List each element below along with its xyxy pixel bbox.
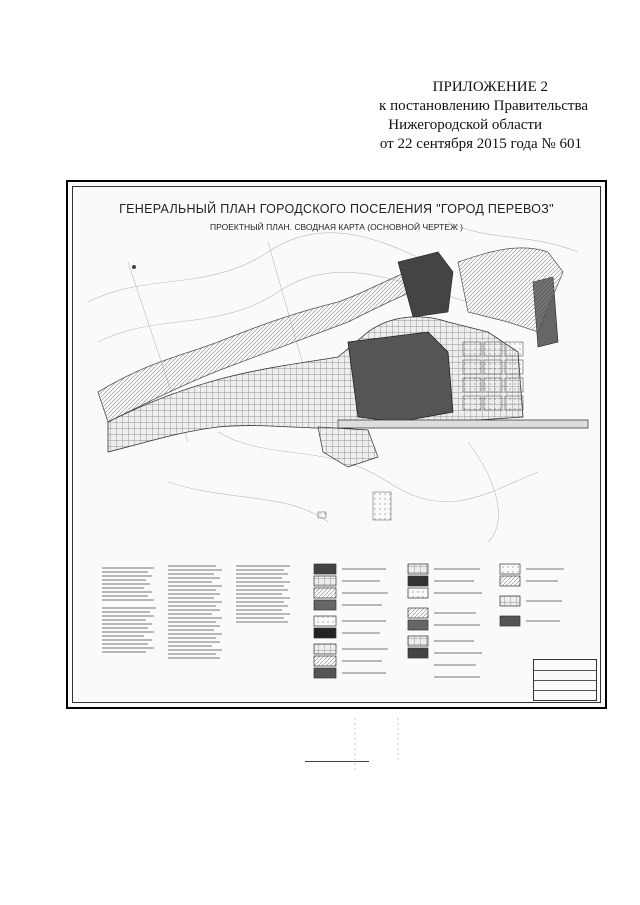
map-title: ГЕНЕРАЛЬНЫЙ ПЛАН ГОРОДСКОГО ПОСЕЛЕНИЯ "ГОРОД ПЕРЕВОЗ" [119,202,554,216]
resolution-reference: к постановлению Правительства [379,98,588,114]
map-subtitle: ПРОЕКТНЫЙ ПЛАН. СВОДНАЯ КАРТА (ОСНОВНОЙ ЧЕРТЕЖ ) [210,222,463,232]
region-name: Нижегородской области [388,117,542,133]
appendix-number: ПРИЛОЖЕНИЕ 2 [432,79,548,95]
resolution-date: от 22 сентября 2015 года № 601 [379,136,582,152]
